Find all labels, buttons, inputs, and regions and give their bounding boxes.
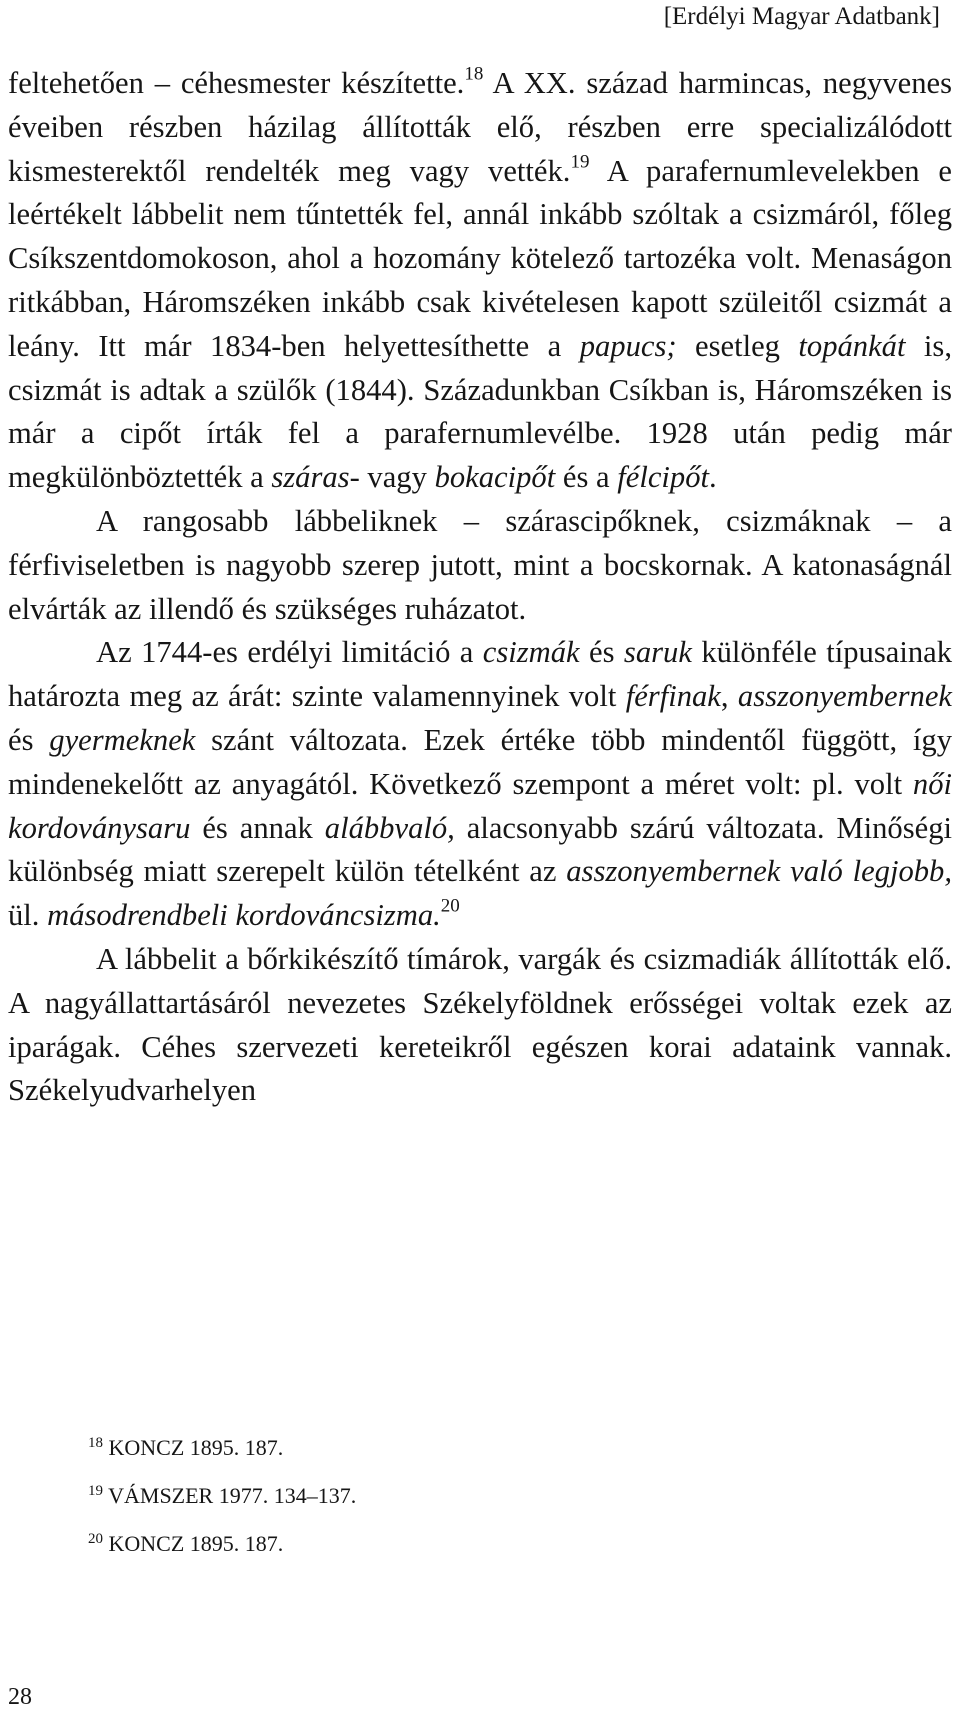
text-run: A XX. század harmincas, negyvenes éveiben részben házilag állították elő, részben erre specializálódott kismesterektől rendelték meg vagy vették. bbox=[8, 66, 953, 188]
italic-text: papucs; bbox=[579, 328, 677, 363]
text-run: szánt változata. Ezek értéke több mindentől függött, így mindenekelőtt az anyagától. Következő szempont a méret volt: pl. volt bbox=[8, 722, 952, 801]
page-header-source: [Erdélyi Magyar Adatbank] bbox=[663, 3, 940, 30]
footnote-reference: 20 bbox=[440, 895, 460, 917]
text-run: , bbox=[720, 679, 738, 714]
paragraph bbox=[8, 62, 952, 500]
italic-text: bokacipőt bbox=[434, 460, 556, 495]
page-number: 28 bbox=[8, 1684, 32, 1710]
text-run: is, csizmát is adtak a szülők (1844). Századunkban Csíkban is, Háromszéken is már a cipőt írták fel a parafernumlevélbe. 1928 után pedig már megkülönböztették a bbox=[8, 328, 952, 495]
italic-text: női kordoványsaru bbox=[8, 766, 952, 845]
paragraph bbox=[8, 631, 952, 938]
footnote-number: 18 bbox=[88, 1434, 103, 1451]
footnote-18 bbox=[88, 1436, 356, 1484]
italic-text: férfinak bbox=[625, 679, 721, 714]
italic-text: topánkát bbox=[798, 328, 906, 363]
footnote-20 bbox=[88, 1532, 356, 1580]
paragraph bbox=[8, 938, 952, 1113]
text-run: és bbox=[579, 635, 624, 670]
footnote-number: 19 bbox=[88, 1482, 103, 1499]
text-run: és bbox=[8, 722, 50, 757]
italic-text: asszonyembernek való legjobb, bbox=[566, 854, 953, 889]
italic-text: alábbvaló, bbox=[324, 810, 455, 845]
text-run: esetleg bbox=[676, 328, 799, 363]
italic-text: másodrendbeli kordováncsizma. bbox=[47, 898, 441, 933]
italic-text: csizmák bbox=[482, 635, 580, 670]
italic-text: saruk bbox=[623, 635, 692, 670]
footnote-number: 20 bbox=[88, 1530, 103, 1547]
paragraph bbox=[8, 500, 952, 631]
footnote-reference: 18 bbox=[464, 63, 484, 85]
text-run: alacsonyabb szárú változata. Minőségi különbség miatt szerepelt külön tételként az bbox=[8, 810, 953, 889]
text-run: - vagy bbox=[349, 460, 435, 495]
italic-text: asszonyembernek bbox=[737, 679, 952, 714]
text-run: ül. bbox=[8, 898, 48, 933]
footnote-text: VÁMSZER 1977. 134–137. bbox=[108, 1483, 357, 1508]
italic-text: száras bbox=[271, 460, 350, 495]
text-run: és a bbox=[555, 460, 618, 495]
footnote-reference: 19 bbox=[570, 151, 590, 173]
text-run: feltehetően – céhesmester készítette. bbox=[8, 66, 465, 100]
text-run: különféle típusainak határozta meg az árát: szinte valamennyinek volt bbox=[8, 635, 952, 714]
footnote-19 bbox=[88, 1484, 356, 1532]
text-run: A rangosabb lábbeliknek – szárascipőknek, csizmáknak – a férfiviseletben is nagyobb szerep jutott, mint a bocskornak. A katonaságnál elvárták az illendő és szükséges ruházatot. bbox=[8, 503, 952, 626]
footnotes bbox=[88, 1436, 356, 1580]
italic-text: gyermeknek bbox=[49, 722, 196, 757]
text-run: . bbox=[709, 460, 717, 495]
text-run: A parafernumlevelekben e leértékelt lábbelit nem tűntették fel, annál inkább szóltak a csizmáról, főleg Csíkszentdomokoson, ahol a hozomány kötelező tartozéka volt. Menaságon ritkábban, Háromszéken inkább csak kivételesen kapott szüleitől csizmát a leány. Itt már 1834-ben helyettesíthette a bbox=[8, 153, 953, 363]
footnote-text: KONCZ 1895. 187. bbox=[108, 1531, 284, 1556]
text-run: és annak bbox=[190, 810, 325, 845]
body-text bbox=[8, 62, 952, 1113]
italic-text: félcipőt bbox=[617, 460, 709, 495]
text-run: A lábbelit a bőrkikészítő tímárok, vargák és csizmadiák állították elő. A nagyállattartásáról nevezetes Székelyföldnek erősségei voltak ezek az iparágak. Céhes szervezeti kereteikről egészen korai adataink vannak. Székelyudvarhelyen bbox=[8, 941, 952, 1108]
text-run: Az 1744-es erdélyi limitáció a bbox=[96, 635, 483, 670]
footnote-text: KONCZ 1895. 187. bbox=[108, 1435, 284, 1460]
